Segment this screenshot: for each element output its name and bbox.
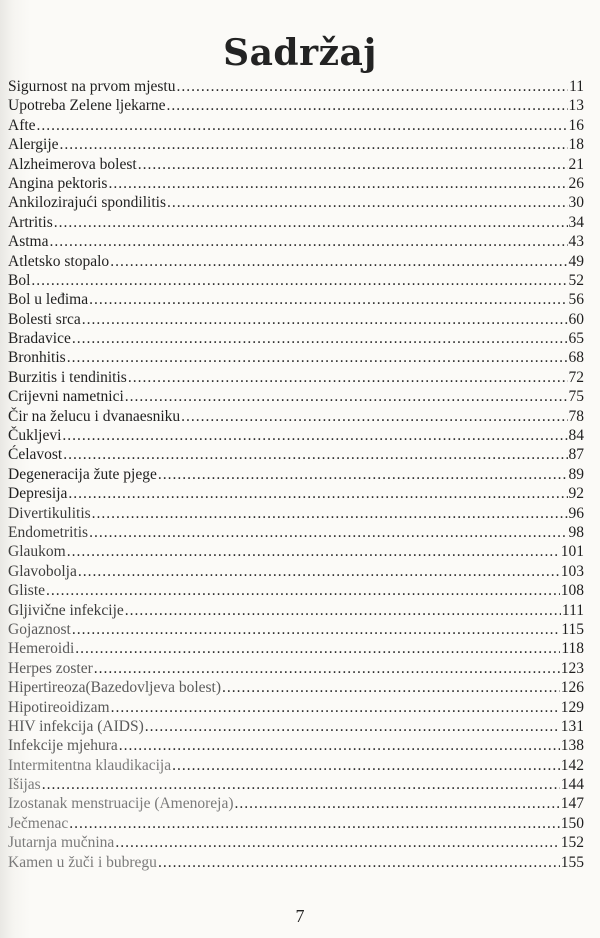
toc-entry-page: 142 [560, 756, 584, 774]
toc-entry-label: Gljivične infekcije [8, 601, 124, 619]
toc-entry [8, 291, 584, 310]
toc-entry [8, 117, 584, 136]
dot-leader [115, 834, 559, 852]
dot-leader [72, 330, 568, 348]
toc-entry [8, 854, 584, 873]
toc-entry-page: 65 [568, 330, 584, 348]
dot-leader [181, 408, 567, 426]
toc-entry-label: Jutarnja mučnina [8, 834, 115, 852]
toc-entry-label: Bol u leđima [8, 291, 89, 309]
toc-entry [8, 97, 584, 116]
toc-entry-label: Hipertireoza(Bazedovljeva bolest) [8, 679, 222, 697]
toc-entry-label: Herpes zoster [8, 659, 93, 677]
toc-entry-label: Glaukom [8, 543, 66, 561]
dot-leader [37, 117, 568, 135]
toc-entry [8, 349, 584, 368]
toc-entry-label: Čukljevi [8, 427, 62, 445]
toc-entry-page: 26 [568, 174, 584, 192]
dot-leader [125, 388, 568, 406]
toc-entry [8, 194, 584, 213]
dot-leader [158, 466, 568, 484]
toc-entry [8, 602, 584, 621]
toc-entry-label: Degeneracija žute pjege [8, 465, 157, 483]
toc-entry-label: Ankilozirajući spondilitis [8, 194, 166, 212]
toc-entry-page: 49 [568, 252, 584, 270]
dot-leader [145, 718, 560, 736]
toc-entry-label: Alzheimerova bolest [8, 155, 137, 173]
toc-entry-page: 147 [560, 795, 584, 813]
toc-entry-label: Bradavice [8, 330, 71, 348]
dot-leader [89, 291, 567, 309]
toc-entry-page: 87 [568, 446, 584, 464]
dot-leader [67, 543, 560, 561]
toc-entry-page: 13 [568, 97, 584, 115]
toc-entry-label: Hipotireoidizam [8, 698, 110, 716]
dot-leader [94, 660, 560, 678]
toc-entry [8, 737, 584, 756]
toc-entry-page: 78 [568, 407, 584, 425]
toc-entry [8, 446, 584, 465]
toc-entry-page: 34 [568, 213, 584, 231]
toc-entry-page: 16 [568, 116, 584, 134]
dot-leader [78, 563, 560, 581]
toc-entry-label: Bol [8, 271, 31, 289]
toc-entry-label: Kamen u žuči i bubregu [8, 853, 157, 871]
toc-entry [8, 427, 584, 446]
toc-entry-page: 138 [560, 737, 584, 755]
toc-entry-page: 101 [560, 543, 584, 561]
dot-leader [108, 175, 567, 193]
dot-leader [110, 253, 567, 271]
toc-entry-page: 126 [560, 679, 584, 697]
toc-entry [8, 253, 584, 272]
toc-entry-page: 155 [560, 853, 584, 871]
toc-entry [8, 660, 584, 679]
toc-entry-label: Depresija [8, 485, 68, 503]
dot-leader [60, 136, 568, 154]
toc-entry-label: Ćelavost [8, 446, 63, 464]
toc-entry-page: 152 [560, 834, 584, 852]
toc-entry-page: 92 [568, 485, 584, 503]
toc-entry-label: Intermitentna klaudikacija [8, 756, 172, 774]
toc-entry [8, 699, 584, 718]
toc-entry [8, 815, 584, 834]
toc-entry-label: Afte [8, 116, 36, 134]
dot-leader [125, 602, 561, 620]
toc-entry-page: 131 [560, 717, 584, 735]
dot-leader [222, 679, 560, 697]
toc-entry-page: 43 [568, 233, 584, 251]
toc-entry-label: Endometritis [8, 523, 89, 541]
toc-entry [8, 214, 584, 233]
dot-leader [167, 97, 568, 115]
toc-entry-page: 21 [568, 155, 584, 173]
toc-entry [8, 524, 584, 543]
dot-leader [92, 505, 568, 523]
toc-entry-page: 11 [569, 78, 584, 95]
table-of-contents [8, 78, 584, 873]
toc-entry-label: Bronhitis [8, 349, 66, 367]
toc-entry-label: Gliste [8, 582, 46, 600]
toc-entry-label: Upotreba Zelene ljekarne [8, 97, 166, 115]
toc-entry-label: Ječmenac [8, 814, 69, 832]
dot-leader [62, 427, 567, 445]
dot-leader [75, 640, 560, 658]
dot-leader [138, 156, 568, 174]
toc-entry [8, 233, 584, 252]
toc-entry [8, 388, 584, 407]
dot-leader [119, 737, 560, 755]
toc-entry-page: 96 [568, 504, 584, 522]
toc-entry [8, 136, 584, 155]
toc-entry [8, 679, 584, 698]
toc-entry-page: 115 [561, 620, 584, 638]
toc-entry-label: Hemeroidi [8, 640, 75, 658]
toc-entry-page: 60 [568, 310, 584, 328]
toc-entry [8, 175, 584, 194]
toc-entry [8, 330, 584, 349]
toc-entry-page: 30 [568, 194, 584, 212]
toc-entry [8, 543, 584, 562]
toc-entry [8, 563, 584, 582]
toc-entry [8, 78, 584, 97]
toc-entry-page: 103 [560, 562, 584, 580]
toc-entry-page: 72 [568, 368, 584, 386]
dot-leader [72, 621, 560, 639]
toc-entry-page: 68 [568, 349, 584, 367]
toc-entry-label: Angina pektoris [8, 174, 108, 192]
toc-entry-label: Atletsko stopalo [8, 252, 110, 270]
dot-leader [63, 446, 567, 464]
dot-leader [176, 78, 568, 96]
dot-leader [89, 524, 567, 542]
dot-leader [172, 757, 560, 775]
toc-entry-label: Burzitis i tendinitis [8, 368, 127, 386]
toc-entry-label: Artritis [8, 213, 53, 231]
dot-leader [42, 776, 560, 794]
dot-leader [54, 214, 568, 232]
toc-entry-label: Infekcije mjehura [8, 737, 118, 755]
toc-entry-page: 111 [561, 601, 584, 619]
toc-entry [8, 272, 584, 291]
toc-entry [8, 621, 584, 640]
toc-entry-label: Astma [8, 233, 49, 251]
toc-entry-page: 56 [568, 291, 584, 309]
toc-entry-label: Bolesti srca [8, 310, 81, 328]
toc-entry-label: Divertikulitis [8, 504, 91, 522]
toc-entry-label: Izostanak menstruacije (Amenoreja) [8, 795, 234, 813]
toc-entry [8, 582, 584, 601]
toc-entry-page: 108 [560, 582, 584, 600]
page-number: 7 [295, 906, 305, 926]
toc-entry-page: 75 [568, 388, 584, 406]
toc-entry-page: 144 [560, 776, 584, 794]
dot-leader [68, 485, 567, 503]
toc-entry [8, 156, 584, 175]
toc-entry [8, 718, 584, 737]
toc-entry-label: Alergije [8, 136, 59, 154]
toc-entry [8, 834, 584, 853]
toc-entry [8, 505, 584, 524]
toc-entry-page: 98 [568, 523, 584, 541]
dot-leader [158, 854, 560, 872]
page-title: Sadržaj [223, 32, 377, 75]
toc-entry-label: HIV infekcija (AIDS) [8, 717, 144, 735]
toc-entry-page: 18 [568, 136, 584, 154]
toc-entry [8, 485, 584, 504]
toc-entry-label: Išijas [8, 776, 41, 794]
toc-entry [8, 776, 584, 795]
dot-leader [167, 194, 568, 212]
toc-entry-page: 84 [568, 427, 584, 445]
dot-leader [82, 311, 568, 329]
toc-entry-page: 52 [568, 271, 584, 289]
toc-entry [8, 408, 584, 427]
toc-entry [8, 311, 584, 330]
toc-entry-page: 150 [560, 814, 584, 832]
toc-entry-page: 123 [560, 659, 584, 677]
toc-entry-label: Sigurnost na prvom mjestu [8, 78, 176, 95]
toc-entry [8, 466, 584, 485]
toc-entry-label: Glavobolja [8, 562, 77, 580]
toc-entry-page: 89 [568, 465, 584, 483]
dot-leader [69, 815, 560, 833]
toc-entry-page: 118 [561, 640, 584, 658]
toc-entry-label: Čir na želucu i dvanaesniku [8, 407, 181, 425]
toc-entry [8, 369, 584, 388]
dot-leader [235, 795, 560, 813]
dot-leader [46, 582, 560, 600]
dot-leader [31, 272, 567, 290]
dot-leader [49, 233, 567, 251]
toc-entry-page: 129 [560, 698, 584, 716]
toc-entry-label: Gojaznost [8, 620, 71, 638]
dot-leader [128, 369, 568, 387]
toc-entry-label: Crijevni nametnici [8, 388, 124, 406]
dot-leader [67, 349, 568, 367]
dot-leader [111, 699, 560, 717]
toc-entry [8, 640, 584, 659]
toc-entry [8, 795, 584, 814]
toc-entry [8, 757, 584, 776]
